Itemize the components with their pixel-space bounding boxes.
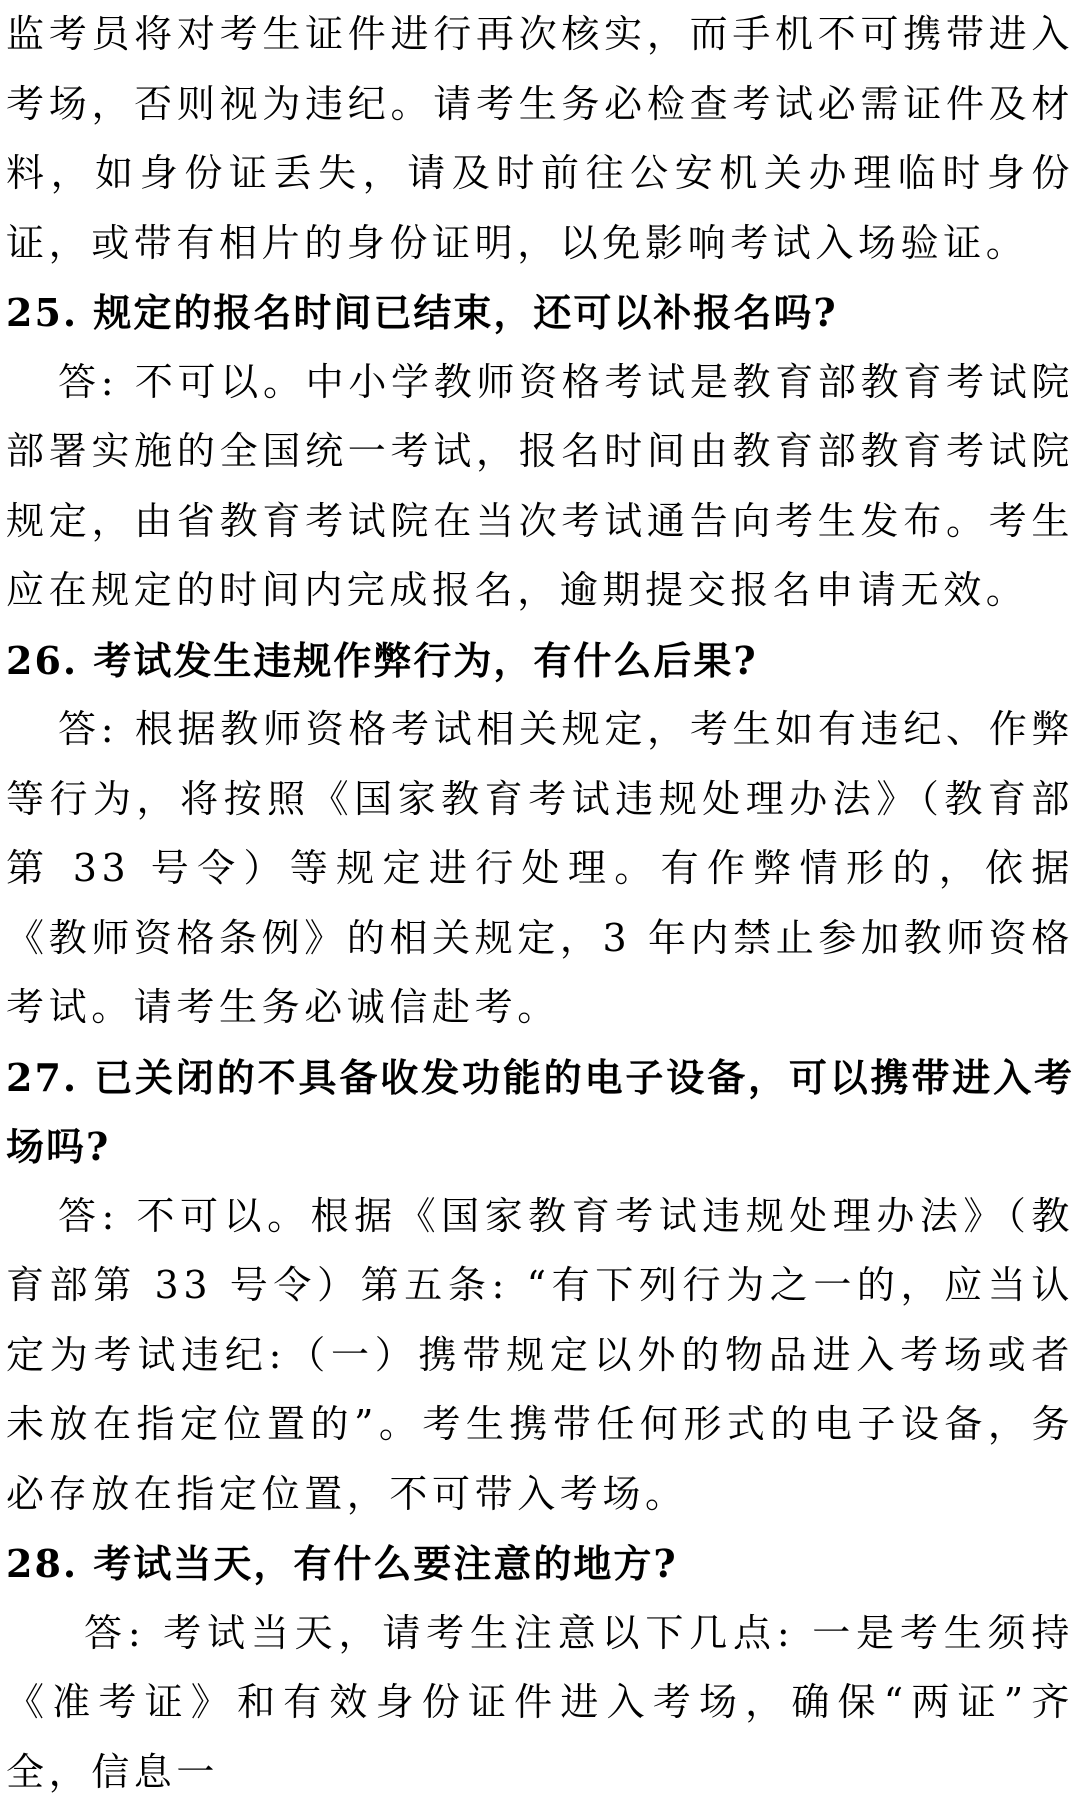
answer-28: 答: 考试当天，请考生注意以下几点: 一是考生须持《准考证》和有效身份证件进入考场，确保“两证”齐全，信息一 [6,1599,1074,1807]
answer-24-continued: 监考员将对考生证件进行再次核实，而手机不可携带进入考场，否则视为违纪。请考生务必检查考试必需证件及材料，如身份证丢失，请及时前往公安机关办理临时身份证，或带有相片的身份证明，以免影响考试入场验证。 [6,0,1074,278]
question-27-heading: 27. 已关闭的不具备收发功能的电子设备，可以携带进入考场吗? [6,1043,1074,1182]
answer-27: 答: 不可以。根据《国家教育考试违规处理办法》（教育部第 33 号令）第五条: “有下列行为之一的，应当认定为考试违纪:（一）携带规定以外的物品进入考场或者未放在指定位置的”。考生携带任何形式的电子设备，务必存放在指定位置，不可带入考场。 [6,1182,1074,1530]
question-28-heading: 28. 考试当天，有什么要注意的地方? [6,1529,1074,1599]
question-25-heading: 25. 规定的报名时间已结束，还可以补报名吗? [6,278,1074,348]
question-26-heading: 26. 考试发生违规作弊行为，有什么后果? [6,626,1074,696]
document-page [6,0,1074,1807]
answer-25: 答: 不可以。中小学教师资格考试是教育部教育考试院部署实施的全国统一考试，报名时间由教育部教育考试院规定，由省教育考试院在当次考试通告向考生发布。考生应在规定的时间内完成报名，逾期提交报名申请无效。 [6,348,1074,626]
answer-26: 答: 根据教师资格考试相关规定，考生如有违纪、作弊等行为，将按照《国家教育考试违规处理办法》（教育部第 33 号令）等规定进行处理。有作弊情形的，依据《教师资格条例》的相关规定，3 年内禁止参加教师资格考试。请考生务必诚信赴考。 [6,695,1074,1043]
